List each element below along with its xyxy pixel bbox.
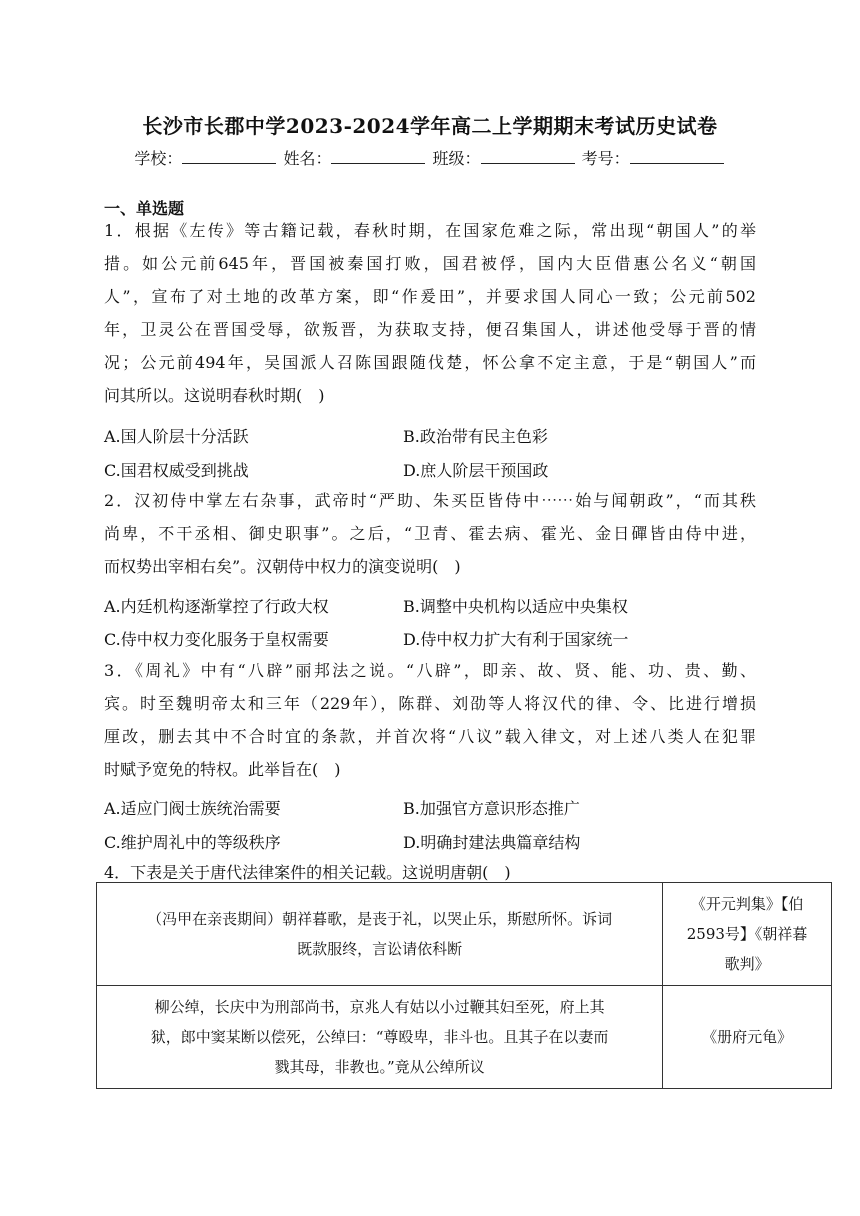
cell-text-line: 柳公绰，长庆中为刑部尚书，京兆人有姑以小过鞭其妇至死，府上其 — [154, 998, 605, 1016]
legal-cases-table — [96, 882, 832, 1089]
cell-text-line: 《册府元龟》 — [702, 1028, 793, 1046]
question-text-line: 宾。时至魏明帝太和三年（229年），陈群、刘劭等人将汉代的律、令、比进行增损 — [104, 694, 756, 713]
option-a[interactable]: A.内廷机构逐渐掌控了行政大权 — [104, 597, 329, 616]
table-row — [97, 986, 832, 1089]
question-text-line: 问其所以。这说明春秋时期( ) — [104, 386, 325, 405]
option-a[interactable]: A.国人阶层十分活跃 — [104, 427, 249, 446]
school-label: 学校： — [134, 149, 183, 168]
cell-text-line: 2593号】《朝祥暮 — [686, 925, 808, 943]
question-text-line: 措。如公元前645年，晋国被秦国打败，国君被俘，国内大臣借惠公名义“朝国 — [104, 254, 756, 273]
question-text-line: 2．汉初侍中掌左右杂事，武帝时“严助、朱买臣皆侍中⋯⋯始与闻朝政”，“而其秩 — [104, 491, 756, 510]
option-c[interactable]: C.国君权威受到挑战 — [104, 461, 249, 480]
option-b[interactable]: B.调整中央机构以适应中央集权 — [403, 597, 628, 616]
question-text-line: 而权势出宰相右矣”。汉朝侍中权力的演变说明( ) — [104, 557, 461, 576]
case-description-cell — [97, 883, 663, 986]
cell-text-line: 狱，郎中窦某断以偿死，公绰曰：“尊殴卑，非斗也。且其子在以妻而 — [150, 1028, 609, 1046]
question-3 — [104, 654, 756, 786]
cell-text-line: 《开元判集》【伯 — [690, 895, 804, 913]
question-1 — [104, 214, 756, 412]
option-d[interactable]: D.庶人阶层干预国政 — [403, 461, 549, 480]
question-text-line: 1．根据《左传》等古籍记载，春秋时期，在国家危难之际，常出现“朝国人”的举 — [104, 221, 756, 240]
table-row — [97, 883, 832, 986]
class-blank[interactable] — [481, 149, 575, 164]
cell-text-line: 歌判》 — [724, 955, 770, 973]
option-c[interactable]: C.维护周礼中的等级秩序 — [104, 833, 281, 852]
question-text-line: 时赋予宽免的特权。此举旨在( ) — [104, 760, 341, 779]
case-source-cell — [663, 883, 832, 986]
question-text-line: 况；公元前494年，吴国派人召陈国跟随伐楚，怀公拿不定主意，于是“朝国人”而 — [104, 353, 756, 372]
question-text-line: 人”，宣布了对土地的改革方案，即“作爰田”，并要求国人同心一致；公元前502 — [104, 287, 756, 306]
exam-number-blank[interactable] — [630, 149, 724, 164]
option-a[interactable]: A.适应门阀士族统治需要 — [104, 799, 281, 818]
case-source-cell — [663, 986, 832, 1089]
question-text-line: 年，卫灵公在晋国受辱，欲叛晋，为获取支持，便召集国人，讲述他受辱于晋的情 — [104, 320, 756, 339]
option-b[interactable]: B.政治带有民主色彩 — [403, 427, 548, 446]
option-d[interactable]: D.明确封建法典篇章结构 — [403, 833, 581, 852]
name-label: 姓名： — [283, 149, 332, 168]
option-c[interactable]: C.侍中权力变化服务于皇权需要 — [104, 630, 329, 649]
cell-text-line: （冯甲在亲丧期间）朝祥暮歌，是丧于礼，以哭止乐，斯慰所怀。诉词 — [147, 910, 613, 928]
cell-text-line: 既款服终，言讼请依科断 — [297, 940, 463, 958]
page-title: 长沙市长郡中学2023-2024学年高二上学期期末考试历史试卷 — [142, 114, 718, 138]
class-label: 班级： — [432, 149, 481, 168]
option-d[interactable]: D.侍中权力扩大有利于国家统一 — [403, 630, 629, 649]
question-text-line: 3．《周礼》中有“八辟”丽邦法之说。“八辟”，即亲、故、贤、能、功、贵、勤、 — [104, 661, 756, 680]
question-2 — [104, 484, 756, 583]
name-blank[interactable] — [331, 149, 425, 164]
case-description-cell — [97, 986, 663, 1089]
exam-number-label: 考号： — [581, 149, 630, 168]
school-blank[interactable] — [182, 149, 276, 164]
question-text-line: 厘改，删去其中不合时宜的条款，并首次将“八议”载入律文，对上述八类人在犯罪 — [104, 727, 756, 746]
option-b[interactable]: B.加强官方意识形态推广 — [403, 799, 580, 818]
question-text-line: 尚卑，不干丞相、御史职事”。之后，“卫青、霍去病、霍光、金日磾皆由侍中进， — [104, 524, 756, 543]
question-text-line: 4．下表是关于唐代法律案件的相关记载。这说明唐朝( ) — [104, 863, 511, 882]
student-info-line — [0, 146, 860, 169]
section-heading: 一、单选题 — [104, 199, 185, 218]
cell-text-line: 戮其母，非教也。”竟从公绰所议 — [274, 1058, 485, 1076]
